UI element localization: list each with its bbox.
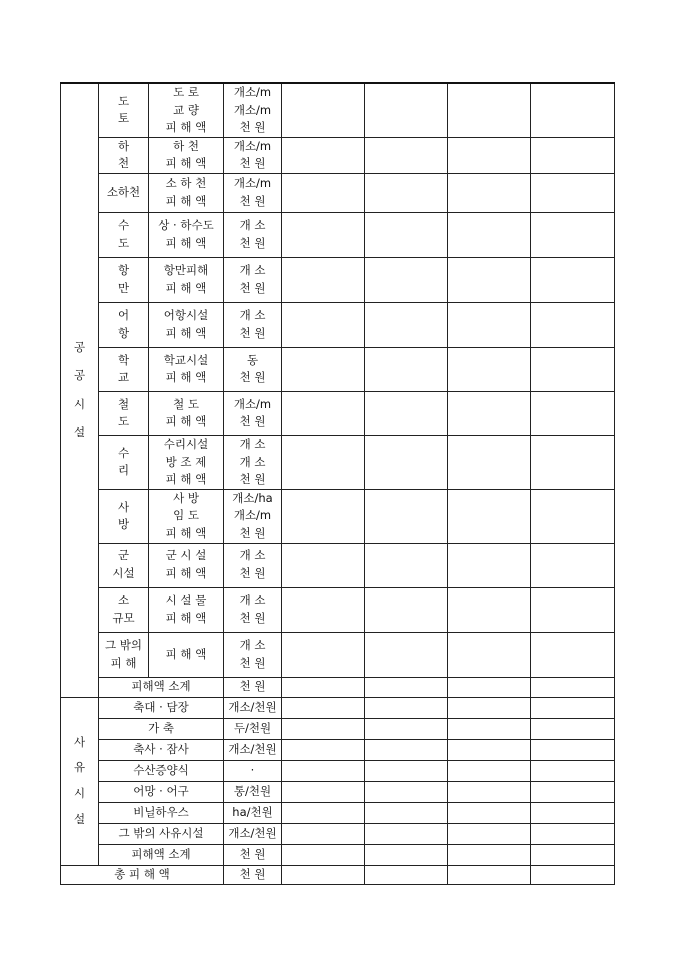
public-subtotal-unit [224,677,282,697]
value-cell[interactable] [531,347,615,391]
value-cell[interactable] [448,739,531,760]
facility-group-label [99,391,149,435]
value-cell[interactable] [448,844,531,865]
value-cell[interactable] [282,632,365,677]
unit-text: 두/천원 [233,720,272,735]
facility-group-label-line: 규모 [112,610,135,625]
facility-group-label [99,173,149,212]
category-char: 설 [73,425,86,440]
facility-group-label-line: 소하천 [106,185,141,200]
private-item-unit [224,760,282,781]
value-cell[interactable] [282,347,365,391]
value-cell[interactable] [531,302,615,347]
facility-group-label [99,257,149,302]
facility-units-line: 천 원 [239,370,266,385]
facility-units-line: 천 원 [239,610,266,625]
value-cell[interactable] [365,257,448,302]
value-cell[interactable] [448,137,531,173]
value-cell[interactable] [282,760,365,781]
value-cell[interactable] [531,173,615,212]
value-cell[interactable] [282,802,365,823]
category-char: 설 [73,811,86,826]
public-group-row [61,83,615,137]
facility-group-label-line: 도 [117,414,130,429]
facility-group-label-line: 어 [117,308,130,323]
value-cell[interactable] [282,718,365,739]
facility-items-line: 피 해 액 [165,235,207,250]
total-label [61,865,224,884]
facility-items-line: 피 해 액 [165,325,207,340]
facility-units-line: 개 소 [239,592,266,607]
facility-group-label-line: 토 [117,111,130,126]
facility-group-label-line: 학 [117,352,130,367]
facility-items-line: 소 하 천 [165,176,207,191]
value-cell[interactable] [282,212,365,257]
value-cell[interactable] [282,137,365,173]
item-text: 그 밖의 사유시설 [118,825,204,840]
facility-units-line: 천 원 [239,525,266,540]
facility-units-line: 동 [246,352,259,367]
value-cell[interactable] [282,587,365,632]
private-item-label [99,844,224,865]
value-cell[interactable] [365,587,448,632]
facility-items-line: 하 천 [173,138,199,153]
value-cell[interactable] [282,865,365,884]
facility-items-line: 도 로 [173,85,199,99]
facility-items-line: 피 해 액 [165,280,207,295]
private-row [61,781,615,802]
value-cell[interactable] [531,677,615,697]
facility-units-line: 개 소 [239,308,266,323]
public-group-row [61,302,615,347]
facility-items [149,391,224,435]
unit-text: 통/천원 [233,783,272,798]
public-group-row [61,257,615,302]
value-cell[interactable] [365,823,448,844]
value-cell[interactable] [448,489,531,543]
facility-group-label-line: 시설 [112,566,135,581]
facility-items-line: 피 해 액 [165,193,207,208]
value-cell[interactable] [365,865,448,884]
facility-items [149,83,224,137]
value-cell[interactable] [282,173,365,212]
category-char: 시 [73,786,86,801]
public-facilities-category [61,83,99,697]
value-cell[interactable] [365,302,448,347]
facility-units [224,391,282,435]
facility-items-line: 피 해 액 [165,566,207,581]
facility-items-line: 피 해 액 [165,370,207,385]
value-cell[interactable] [365,739,448,760]
private-item-unit [224,718,282,739]
private-item-label [99,802,224,823]
facility-items-line: 학교시설 [163,352,209,367]
value-cell[interactable] [448,173,531,212]
value-cell[interactable] [531,802,615,823]
item-text: 가 축 [148,720,174,735]
value-cell[interactable] [531,739,615,760]
value-cell[interactable] [365,677,448,697]
value-cell[interactable] [282,302,365,347]
facility-units [224,257,282,302]
facility-units-line: 천 원 [239,655,266,670]
facility-items-line: 방 조 제 [165,454,207,469]
value-cell[interactable] [448,257,531,302]
value-cell[interactable] [282,781,365,802]
value-cell[interactable] [448,587,531,632]
value-cell[interactable] [448,83,531,137]
facility-group-label-line: 수 [117,445,130,460]
facility-items [149,137,224,173]
value-cell[interactable] [531,718,615,739]
value-cell[interactable] [282,83,365,137]
facility-items-line: 군 시 설 [165,548,207,563]
facility-group-label-line: 도 [117,235,130,250]
facility-units-line: 천 원 [239,472,266,487]
value-cell[interactable] [448,543,531,587]
facility-items [149,257,224,302]
facility-units [224,302,282,347]
facility-units-line: 개소/ha [232,490,273,505]
value-cell[interactable] [531,543,615,587]
category-char: 공 [73,368,86,383]
facility-units-line: 개 소 [239,436,266,451]
category-char: 공 [73,339,86,354]
facility-group-label-line: 교 [117,370,130,385]
facility-group-label [99,83,149,137]
value-cell[interactable] [448,212,531,257]
facility-group-label-line: 피 해 [110,655,137,670]
facility-units-line: 개소/m [233,85,272,99]
private-item-label [99,823,224,844]
facility-units [224,83,282,137]
facility-units-line: 천 원 [239,280,266,295]
value-cell[interactable] [282,489,365,543]
total-text: 총 피 해 액 [114,866,170,881]
facility-units-line: 천 원 [239,120,266,135]
category-char: 시 [73,396,86,411]
public-group-row [61,391,615,435]
item-text: 축사 · 잠사 [133,741,189,756]
private-item-unit [224,781,282,802]
item-text: 축대 · 담장 [133,699,189,714]
value-cell[interactable] [448,760,531,781]
facility-items-line: 수리시설 [163,436,209,451]
facility-items-line: 사 방 [173,490,199,505]
value-cell[interactable] [531,844,615,865]
value-cell[interactable] [448,677,531,697]
subtotal-text: 피해액 소계 [131,679,191,694]
value-cell[interactable] [365,718,448,739]
facility-group-label [99,489,149,543]
value-cell[interactable] [282,435,365,489]
facility-units-line: 개소/m [233,508,272,523]
unit-text: 개소/천원 [228,825,277,840]
private-item-label [99,697,224,718]
facility-items-line: 철 도 [173,396,199,411]
value-cell[interactable] [365,543,448,587]
private-item-unit [224,844,282,865]
facility-items-line: 피 해 액 [165,156,207,171]
unit-text: ha/천원 [232,804,273,819]
facility-items-line: 피 해 액 [165,610,207,625]
facility-items [149,632,224,677]
value-cell[interactable] [365,760,448,781]
value-cell[interactable] [531,257,615,302]
value-cell[interactable] [448,391,531,435]
facility-units-line: 개소/m [233,396,272,411]
value-cell[interactable] [282,677,365,697]
facility-items-line: 피 해 액 [165,120,207,135]
damage-table [60,82,615,885]
value-cell[interactable] [365,844,448,865]
facility-units [224,435,282,489]
facility-items [149,489,224,543]
facility-units-line: 개 소 [239,637,266,652]
facility-units-line: 천 원 [239,325,266,340]
value-cell[interactable] [531,781,615,802]
private-row [61,739,615,760]
facility-group-label [99,435,149,489]
facility-group-label-line: 천 [117,156,130,171]
value-cell[interactable] [531,435,615,489]
value-cell[interactable] [531,865,615,884]
facility-group-label [99,212,149,257]
value-cell[interactable] [365,802,448,823]
facility-items [149,587,224,632]
facility-units-line: 천 원 [239,156,266,171]
value-cell[interactable] [531,823,615,844]
facility-units-line: 개소/m [233,138,272,153]
total-row [61,865,615,884]
private-facilities-category [61,697,99,865]
facility-items-line: 교 량 [173,102,199,117]
facility-group-label-line: 만 [117,280,130,295]
value-cell[interactable] [282,844,365,865]
unit-text: 개소/천원 [228,741,277,756]
facility-group-label-line: 수 [117,218,130,233]
value-cell[interactable] [531,760,615,781]
facility-group-label-line: 사 [117,499,130,514]
value-cell[interactable] [448,697,531,718]
facility-items-line: 어항시설 [163,308,209,323]
value-cell[interactable] [531,632,615,677]
facility-units-line: 개 소 [239,263,266,278]
private-row [61,697,615,718]
facility-units [224,137,282,173]
facility-group-label [99,137,149,173]
value-cell[interactable] [365,781,448,802]
unit-text: · [250,762,255,777]
item-text: 어망 · 어구 [133,783,189,798]
item-text: 비닐하우스 [133,804,189,819]
unit-text: 천 원 [239,679,266,694]
facility-units-line: 개 소 [239,218,266,233]
value-cell[interactable] [531,83,615,137]
value-cell[interactable] [365,212,448,257]
public-subtotal-label [99,677,224,697]
private-item-label [99,781,224,802]
facility-items-line: 피 해 액 [165,646,207,661]
value-cell[interactable] [448,347,531,391]
value-cell[interactable] [448,435,531,489]
facility-items-line: 피 해 액 [165,414,207,429]
facility-items-line: 시 설 물 [165,592,207,607]
public-group-row [61,587,615,632]
value-cell[interactable] [282,257,365,302]
facility-group-label-line: 방 [117,517,130,532]
private-item-unit [224,739,282,760]
facility-group-label [99,632,149,677]
value-cell[interactable] [365,347,448,391]
value-cell[interactable] [365,489,448,543]
value-cell[interactable] [365,697,448,718]
facility-group-label [99,302,149,347]
damage-table-body [61,83,615,884]
facility-group-label-line: 항 [117,263,130,278]
value-cell[interactable] [448,718,531,739]
facility-group-label [99,587,149,632]
facility-group-label [99,543,149,587]
private-row [61,844,615,865]
facility-group-label-line: 소 [117,592,130,607]
value-cell[interactable] [531,137,615,173]
value-cell[interactable] [448,802,531,823]
facility-units-line: 천 원 [239,566,266,581]
private-row [61,718,615,739]
public-group-row [61,173,615,212]
facility-units-line: 개소/m [233,176,272,191]
facility-items [149,302,224,347]
value-cell[interactable] [448,632,531,677]
value-cell[interactable] [448,302,531,347]
private-item-unit [224,697,282,718]
facility-items [149,173,224,212]
value-cell[interactable] [282,391,365,435]
value-cell[interactable] [282,823,365,844]
item-text: 수산증양식 [133,762,189,777]
facility-group-label-line: 도 [117,93,130,108]
value-cell[interactable] [448,823,531,844]
facility-units [224,347,282,391]
private-item-label [99,760,224,781]
facility-group-label-line: 하 [117,138,130,153]
unit-text: 천 원 [239,846,266,861]
facility-items-line: 임 도 [173,508,199,523]
public-group-row [61,543,615,587]
facility-units [224,173,282,212]
value-cell[interactable] [531,212,615,257]
private-row [61,823,615,844]
facility-group-label-line: 그 밖의 [105,637,142,652]
facility-items-line: 피 해 액 [165,525,207,540]
total-unit [224,865,282,884]
value-cell[interactable] [448,865,531,884]
facility-units-line: 개 소 [239,454,266,469]
private-row [61,802,615,823]
public-group-row [61,435,615,489]
unit-text: 천 원 [239,866,266,881]
value-cell[interactable] [365,391,448,435]
unit-text: 개소/천원 [228,699,277,714]
facility-group-label [99,347,149,391]
facility-group-label-line: 철 [117,396,130,411]
private-item-unit [224,802,282,823]
public-group-row [61,347,615,391]
facility-items-line: 항만피해 [163,263,209,278]
public-group-row [61,489,615,543]
public-subtotal-row [61,677,615,697]
value-cell[interactable] [365,435,448,489]
value-cell[interactable] [365,173,448,212]
facility-items-line: 피 해 액 [165,472,207,487]
facility-units [224,632,282,677]
value-cell[interactable] [531,587,615,632]
value-cell[interactable] [531,489,615,543]
public-group-row [61,632,615,677]
value-cell[interactable] [531,697,615,718]
category-char: 유 [73,760,86,775]
facility-group-label-line: 항 [117,325,130,340]
facility-units [224,543,282,587]
facility-units-line: 천 원 [239,193,266,208]
private-item-label [99,718,224,739]
facility-items [149,435,224,489]
value-cell[interactable] [365,632,448,677]
value-cell[interactable] [365,83,448,137]
value-cell[interactable] [448,781,531,802]
public-group-row [61,137,615,173]
public-group-row [61,212,615,257]
value-cell[interactable] [282,543,365,587]
facility-items [149,347,224,391]
private-row [61,760,615,781]
facility-group-label-line: 군 [117,548,130,563]
facility-units [224,587,282,632]
facility-units-line: 개소/m [233,102,272,117]
facility-units [224,489,282,543]
value-cell[interactable] [282,739,365,760]
facility-units-line: 천 원 [239,414,266,429]
facility-items [149,212,224,257]
private-item-label [99,739,224,760]
category-char: 사 [73,734,86,749]
facility-units [224,212,282,257]
private-item-unit [224,823,282,844]
facility-units-line: 천 원 [239,235,266,250]
facility-group-label-line: 리 [117,463,130,478]
value-cell[interactable] [282,697,365,718]
value-cell[interactable] [365,137,448,173]
facility-units-line: 개 소 [239,548,266,563]
facility-items [149,543,224,587]
value-cell[interactable] [531,391,615,435]
facility-items-line: 상 · 하수도 [158,218,214,233]
item-text: 피해액 소계 [131,846,191,861]
